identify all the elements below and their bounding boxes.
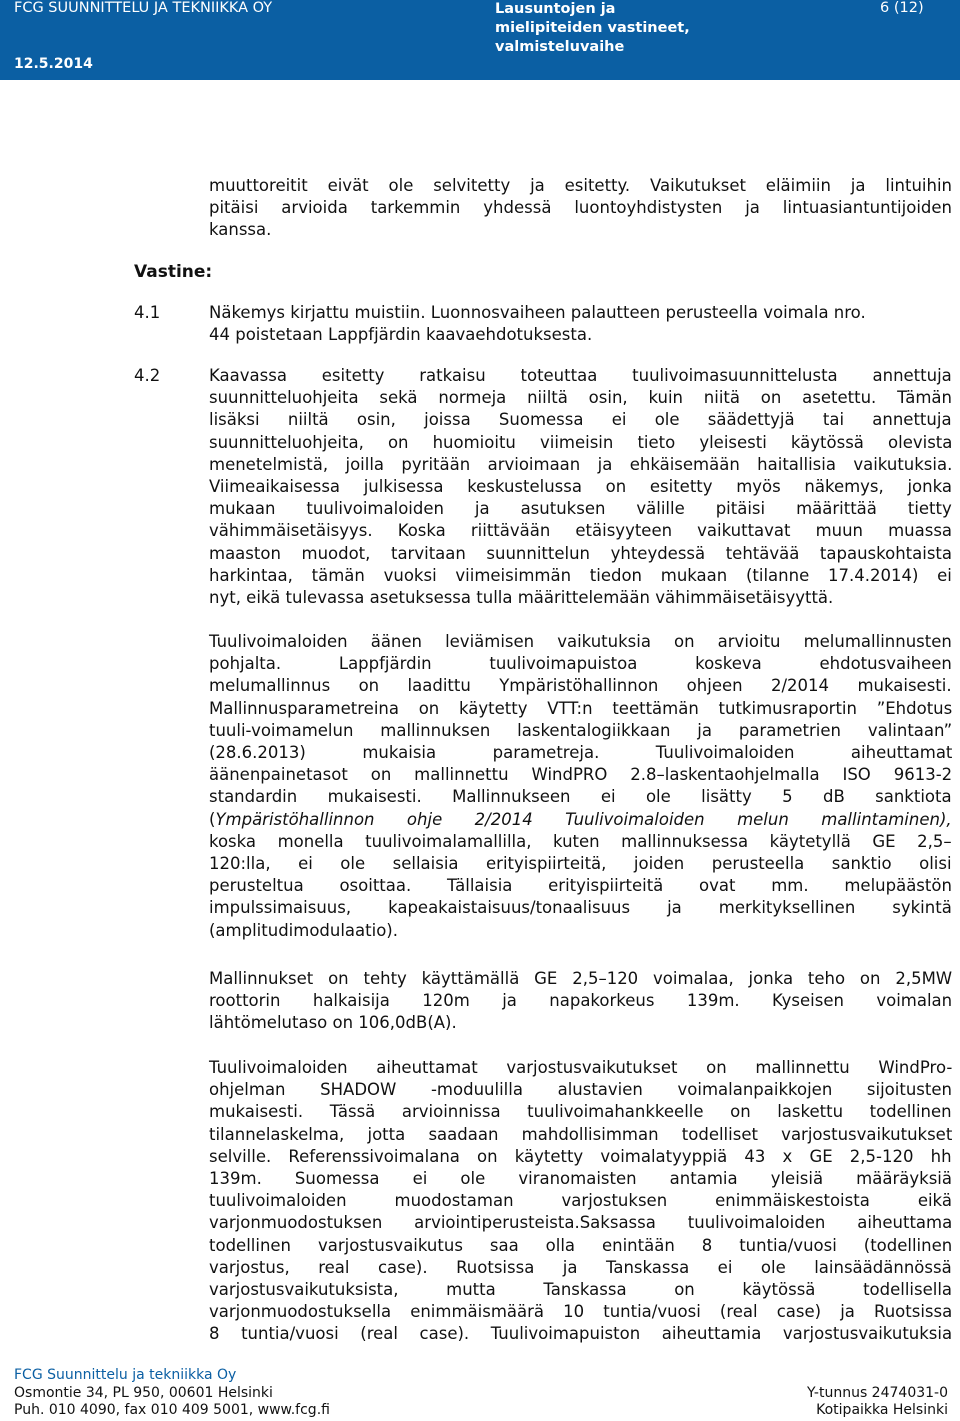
footer-ytunnus: Y-tunnus 2474031-0: [807, 1384, 948, 1401]
footer-row: [14, 1402, 948, 1420]
header-document-title: [495, 0, 775, 57]
header-title-line: mielipiteiden vastineet,: [495, 20, 690, 36]
text-line: varjonmuodostuksella enimmäismäärä 10 tuntia/vuosi (real case) ja Ruotsissa: [209, 1302, 953, 1322]
text-line: ohjelman SHADOW -moduulilla alustavien voimalanpaikkojen sijoitusten: [209, 1080, 952, 1100]
page-footer: [14, 1367, 948, 1420]
section-4-1-text: [209, 302, 952, 346]
text-line: suunnitteluohjeita sekä normeja niiltä osin, kuin niitä on asetettu. Tämän: [209, 388, 952, 408]
text-line: lähtömelutaso on 106,0dB(A).: [209, 1013, 457, 1033]
text-line: Tuulivoimaloiden äänen leviämisen vaikutuksia on arvioitu melumallinnusten: [209, 632, 952, 651]
italic-reference: Ympäristöhallinnon ohje 2/2014 Tuulivoimaloiden melun mallintaminen),: [215, 809, 952, 829]
footer-row: [14, 1385, 948, 1403]
page-header: [0, 0, 960, 80]
header-page-number: 6 (12): [880, 0, 924, 16]
text-line: varjostusvaikutuksista, mutta Tanskassa on käytössä todellisella: [209, 1280, 953, 1300]
footer-phone: Puh. 010 4090, fax 010 409 5001, www.fcg.fi: [14, 1402, 330, 1418]
text-line: Viimeaikaisessa julkisessa keskustelussa on esitetty myös näkemys, jonka: [209, 477, 952, 497]
text-line: tuulivoimaloiden muodostaman varjostuksen enimmäiskestoista eikä: [209, 1191, 952, 1211]
text-line: standardin mukaisesti. Mallinnukseen ei ole lisätty 5 dB sanktiota: [209, 787, 952, 807]
text-line: 44 poistetaan Lappfjärdin kaavaehdotuksesta.: [209, 325, 593, 345]
text-line: muuttoreitit eivät ole selvitetty ja esitetty. Vaikutukset eläimiin ja lintuihin: [209, 176, 952, 195]
text-line: tilannelaskelma, jotta saadaan mahdollisimman todelliset varjostusvaikutukset: [209, 1124, 953, 1144]
text-line: (amplitudimodulaatio).: [209, 920, 398, 940]
text-line: selville. Referenssivoimalana on käytetty voimalatyyppiä 43 x GE 2,5-120 hh: [209, 1146, 952, 1166]
footer-company: FCG Suunnittelu ja tekniikka Oy: [14, 1367, 237, 1383]
text-line: impulssimaisuus, kapeakaistaisuus/tonaalisuus ja merkityksellinen sykintä: [209, 898, 952, 918]
text-line: kanssa.: [209, 220, 272, 240]
text-line: Kaavassa esitetty ratkaisu toteuttaa tuulivoimasuunnittelusta annettuja: [209, 366, 952, 385]
section-4-2-text: [209, 365, 952, 609]
section-number-4-1: 4.1: [134, 303, 161, 322]
text-line: [209, 809, 952, 831]
text-line: todellinen varjostusvaikutus saa olla enintään 8 tuntia/vuosi (todellinen: [209, 1235, 953, 1255]
text-line: Mallinnusparametreina on käytetty VTT:n teettämän tutkimusraportin ”Ehdotus: [209, 698, 953, 718]
section-number-4-2: 4.2: [134, 366, 161, 385]
text-line: mukaisesti. Tässä arvioinnissa tuulivoimahankkeelle on laskettu todellinen: [209, 1102, 952, 1122]
noise-paragraph: [209, 631, 952, 942]
text-line: mukaan tuulivoimaloiden ja asutuksen välille pitäisi määrittää tietty: [209, 499, 952, 519]
text-line: vähimmäisetäisyys. Koska riittävään etäisyyteen vaikuttavat muun muassa: [209, 521, 953, 541]
paren-open: (: [209, 809, 216, 829]
text-line: 139m. Suomessa ei ole viranomaisten antamia yleisiä määräyksiä: [209, 1169, 952, 1189]
text-line: koska monella tuulivoimalamallilla, kuten mallinnuksessa käytetyllä GE 2,5–: [209, 831, 952, 851]
footer-address: Osmontie 34, PL 950, 00601 Helsinki: [14, 1384, 273, 1401]
footer-kotipaikka: Kotipaikka Helsinki: [816, 1402, 948, 1418]
header-title-line: Lausuntojen ja: [495, 1, 616, 17]
text-line: roottorin halkaisija 120m ja napakorkeus 139m. Kyseisen voimalan: [209, 991, 953, 1011]
text-line: suunnitteluohjeita, on huomioitu viimeisin tieto yleisesti käytössä olevista: [209, 432, 953, 452]
text-line: tuuli-voimamelun mallinnuksen laskentalogiikkaan ja parametrien valintaan”: [209, 720, 953, 740]
text-line: lisäksi niiltä osin, joissa Suomessa ei ole säädettyjä tai annettuja: [209, 410, 952, 430]
text-line: melumallinnus on laadittu Ympäristöhallinnon ohjeen 2/2014 mukaisesti.: [209, 676, 952, 696]
text-line: 8 tuntia/vuosi (real case). Tuulivoimapuiston aiheuttamia varjostusvaikutuksia: [209, 1324, 953, 1344]
text-line: Mallinnukset on tehty käyttämällä GE 2,5–120 voimalaa, jonka teho on 2,5MW: [209, 969, 953, 988]
text-line: pitäisi arvioida tarkemmin yhdessä luontoyhdistysten ja lintuasiantuntijoiden: [209, 198, 952, 218]
text-line: perusteltua osoittaa. Tällaisia erityispiirteitä ovat mm. melupäästön: [209, 876, 952, 896]
header-date: 12.5.2014: [14, 56, 93, 72]
text-line: 120:lla, ei ole sellaisia erityispiirteitä, joiden perusteella sanktio olisi: [209, 854, 952, 874]
text-line: maaston muodot, tarvitaan suunnittelun yhteydessä tehtävää tapauskohtaista: [209, 543, 953, 563]
header-title-line: valmisteluvaihe: [495, 39, 625, 55]
model-paragraph: [209, 968, 952, 1035]
text-line: äänenpainetasot on mallinnettu WindPRO 2.8–laskentaohjelmalla ISO 9613-2: [209, 765, 953, 785]
header-company: FCG SUUNNITTELU JA TEKNIIKKA OY: [14, 0, 273, 16]
text-line: varjostus, real case). Ruotsissa ja Tanskassa ei ole lainsäädännössä: [209, 1257, 952, 1277]
vastine-label: Vastine:: [134, 262, 213, 282]
text-line: harkintaa, tämän vuoksi viimeisimmän tiedon mukaan (tilanne 17.4.2014) ei: [209, 565, 952, 585]
text-line: menetelmistä, joilla pyritään arvioimaan ja ehkäisemään haitallisia vaikutuksia.: [209, 454, 953, 474]
text-line: Tuulivoimaloiden aiheuttamat varjostusvaikutukset on mallinnettu WindPro-: [209, 1058, 953, 1077]
text-line: Näkemys kirjattu muistiin. Luonnosvaiheen palautteen perusteella voimala nro.: [209, 303, 866, 322]
text-line: varjonmuodostuksen arviointiperusteista.Saksassa tuulivoimaloiden aiheuttama: [209, 1213, 953, 1233]
text-line: (28.6.2013) mukaisia parametreja. Tuulivoimaloiden aiheuttamat: [209, 743, 953, 763]
intro-paragraph: [209, 175, 952, 242]
shadow-paragraph: [209, 1057, 952, 1346]
text-line: pohjalta. Lappfjärdin tuulivoimapuistoa koskeva ehdotusvaiheen: [209, 654, 952, 674]
text-line: nyt, eikä tulevassa asetuksessa tulla määrittelemään vähimmäisetäisyyttä.: [209, 588, 834, 608]
